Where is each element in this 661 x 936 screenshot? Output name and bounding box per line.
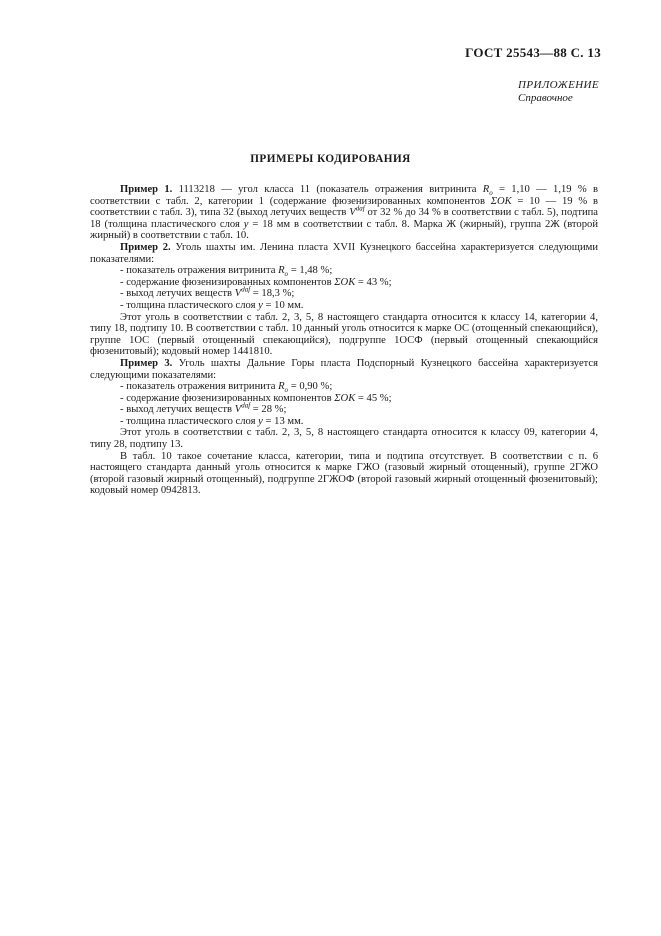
example-2-intro: Пример 2. Уголь шахты им. Ленина пласта XVII Кузнецкого бассейна характеризуется следующими показателями: [90, 241, 598, 265]
list-item: - толщина пластического слоя y = 13 мм. [120, 415, 304, 427]
symbol-r: $R_o$ [482, 184, 493, 198]
list-item: - показатель отражения витринита $R_o = 1,48$ %; [120, 265, 333, 279]
symbol-y: y [243, 218, 249, 230]
example-3-intro: Пример 3. Уголь шахты Дальние Горы пласта Подспорный Кузнецкого бассейна характеризуется следующими показателями: [90, 357, 598, 381]
example-3-final: В табл. 10 такое сочетание класса, категории, типа и подтипа отсутствует. В соответствии с п. 6 настоящего стандарта данный уголь относится к марке ГЖО (газовый жирный отощенный), группе 2ГЖО (второй газовый жирный отощенный), подгруппе 2ГЖОФ (второй газовый жирный отощенный фюзенитовый); кодовый номер 0942813. [90, 450, 598, 497]
example-2-conclusion: Этот уголь в соответствии с табл. 2, 3, 5, 8 настоящего стандарта относится к классу 14, категории 4, типу 18, подтипу 10. В соответствии с табл. 10 данный уголь относится к марке ОС (отощенный спекающийся), группе 1ОС (первый отощенный спекающийся), подгруппе 1ОСФ (первый отощенный спекающийся фюзенитовый); кодовый номер 1441810. [90, 311, 598, 358]
document-code: ГОСТ 25543—88 С. 13 [465, 45, 601, 60]
symbol-sigma-ok: ΣOK [490, 195, 512, 207]
appendix-subtitle: Справочное [518, 92, 573, 104]
symbol-v: $V^{daf}$ [349, 204, 365, 219]
list-item: - выход летучих веществ $V^{daf} = 18,3$ %; [120, 285, 295, 300]
document-body [90, 184, 598, 497]
example-1-paragraph: Пример 1. 1113218 — угол класса 11 (показатель отражения витринита $R_o = 1,10$ — 1,19 % в соответствии с табл. 2, категории 1 (содержание фюзенизированных компонентов ΣOK = 10 — 19 % в соответствии с табл. 3), типа 32 (выход летучих веществ $V^{daf}$ от 32 % до 34 % в соответствии с табл. 5), подтипа 18 (толщина пластического слоя y = 18 мм в соответствии с табл. 8. Марка Ж (жирный), группа 2Ж (второй жирный) в соответствии с табл. 10. [90, 184, 599, 242]
page-title: ПРИМЕРЫ КОДИРОВАНИЯ [250, 153, 411, 165]
example-3-conclusion: Этот уголь в соответствии с табл. 2, 3, 5, 8 настоящего стандарта относится к классу 09, категории 4, типу 28, подтипу 13. [90, 427, 598, 451]
list-item: - показатель отражения витринита $R_o = 0,90$ %; [120, 381, 333, 395]
appendix-title: ПРИЛОЖЕНИЕ [518, 79, 599, 91]
appendix-label [518, 79, 599, 105]
example-2-label: Пример 2. [120, 241, 171, 253]
list-item: - содержание фюзенизированных компонентов ΣOK = 43 %; [120, 276, 392, 288]
list-item: - выход летучих веществ $V^{daf} = 28$ %; [120, 401, 287, 416]
list-item: - толщина пластического слоя y = 10 мм. [120, 299, 304, 311]
example-1-label: Пример 1. [120, 184, 173, 195]
list-item: - содержание фюзенизированных компонентов ΣOK = 45 %; [120, 392, 392, 404]
example-3-label: Пример 3. [120, 357, 173, 369]
